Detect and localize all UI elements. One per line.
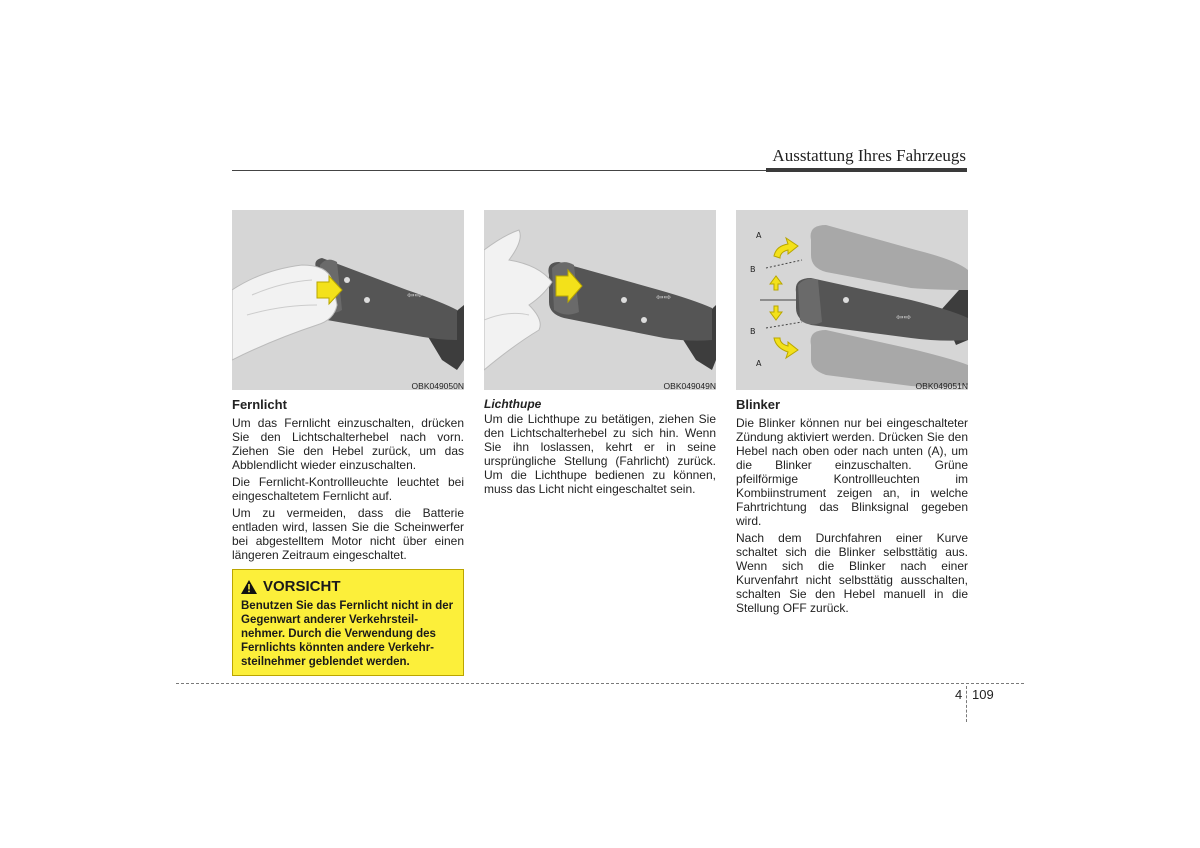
figure-code: OBK049051N — [915, 381, 968, 391]
section-heading: Blinker — [736, 397, 781, 412]
paragraph: Um die Lichthupe zu betätigen, ziehen Sie den Lichtschalterhebel zu sich hin. Wenn Sie ihn loslassen, kehrt er in seine ursprüngliche Stellung (Fahrlicht) zurück. Um die Lichthupe bedienen zu können, muss das Licht nicht eingeschaltet sein. — [484, 412, 716, 496]
label-a-top: A — [756, 231, 762, 240]
section-subheading: Lichthupe — [484, 397, 542, 411]
high-beam-illustration — [232, 210, 464, 390]
paragraph: Um das Fernlicht einzuschalten, drücken Sie den Lichtschalterhebel nach vorn. Ziehen Sie den Hebel zurück, um das Abblendlicht wieder einzuschalten. — [232, 416, 464, 472]
section-turn-signal — [736, 397, 968, 618]
figure-code: OBK049050N — [411, 381, 464, 391]
paragraph: Die Blinker können nur bei eingeschalteter Zündung aktiviert werden. Drücken Sie den Hebel nach oben oder nach unten (A), um die Blinker einzuschalten. Grüne pfeilförmige Kontrollleuchten im Kombiinstrument zeigen an, in welche Fahrtrichtung das Blinksignal gegeben wird. — [736, 416, 968, 528]
page-header-title: Ausstattung Ihres Fahrzeugs — [772, 146, 966, 165]
svg-text:⇦⇨: ⇦⇨ — [407, 291, 423, 301]
label-b-top: B — [750, 265, 756, 274]
caution-box — [232, 569, 464, 676]
footer-divider — [966, 686, 967, 722]
figure-turn-signal — [736, 210, 968, 390]
svg-text:⇦⇨: ⇦⇨ — [896, 313, 912, 323]
label-a-bottom: A — [756, 359, 762, 368]
chapter-number: 4 — [955, 687, 963, 702]
caution-text: Benutzen Sie das Fernlicht nicht in der Gegenwart anderer Verkehrsteil-nehmer. Durch die Verwendung des Fernlichts könnten andere Verkehr-steilnehmer geblendet werden. — [241, 600, 454, 668]
section-flash-to-pass — [484, 397, 716, 499]
figure-high-beam — [232, 210, 464, 390]
turn-signal-illustration — [736, 210, 968, 390]
label-b-bottom: B — [750, 327, 756, 336]
svg-text:⇦⇨: ⇦⇨ — [656, 293, 672, 303]
warning-triangle-icon — [241, 580, 257, 594]
paragraph: Nach dem Durchfahren einer Kurve schaltet sich die Blinker selbsttätig aus. Wenn sich die Blinker nach einer Kurvenfahrt nicht selbsttätig ausschalten, schalten Sie den Hebel manuell in die Stellung OFF zurück. — [736, 531, 968, 615]
caution-header — [241, 578, 455, 595]
section-heading: Fernlicht — [232, 397, 287, 412]
figure-code: OBK049049N — [663, 381, 716, 391]
section-high-beam — [232, 397, 464, 565]
caution-title: VORSICHT — [263, 578, 341, 595]
paragraph: Um zu vermeiden, dass die Batterie entladen wird, lassen Sie die Scheinwerfer bei abgestelltem Motor nicht über einen längeren Zeitraum eingeschaltet. — [232, 506, 464, 562]
page-number: 109 — [972, 687, 994, 702]
paragraph: Die Fernlicht-Kontrollleuchte leuchtet bei eingeschaltetem Fernlicht auf. — [232, 475, 464, 503]
flash-to-pass-illustration — [484, 210, 716, 390]
header-rule-accent — [766, 168, 967, 172]
footer-rule — [176, 683, 1024, 684]
figure-flash-to-pass — [484, 210, 716, 390]
